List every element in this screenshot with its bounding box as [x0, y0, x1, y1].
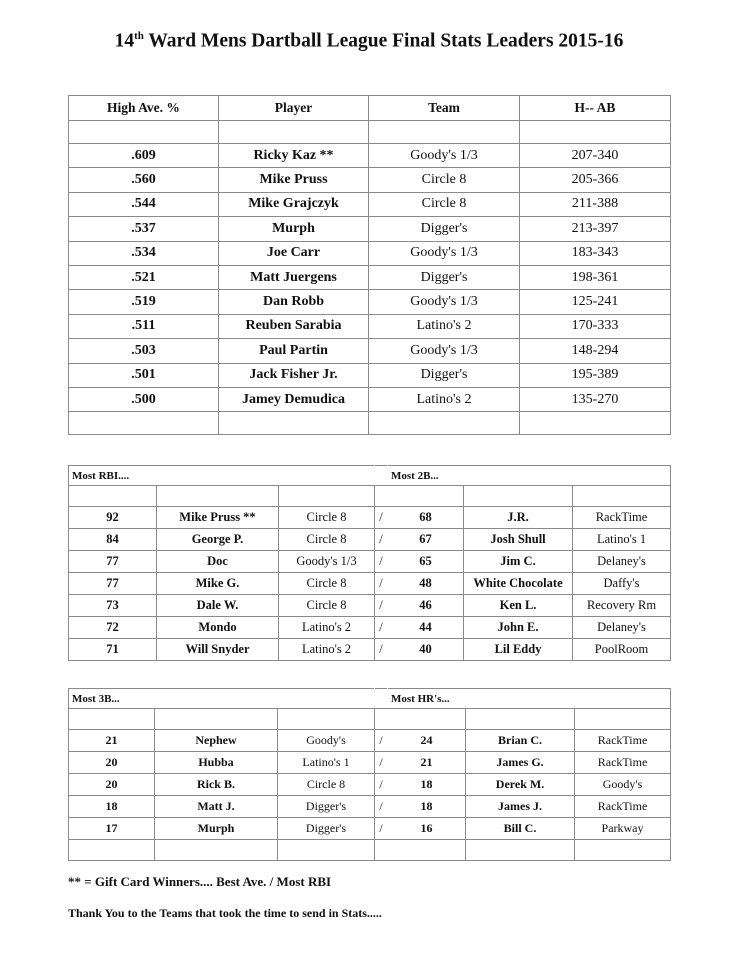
table-row	[69, 314, 671, 338]
player-cell: Derek M.	[466, 774, 575, 796]
average-cell: .500	[69, 387, 219, 411]
table-row	[69, 595, 671, 617]
team-cell: Parkway	[575, 818, 671, 840]
page-title: 14th Ward Mens Dartball League Final Stats Leaders 2015-16	[114, 30, 624, 52]
player-cell: J.R.	[464, 507, 573, 529]
team-cell: Recovery Rm	[573, 595, 671, 617]
team-cell: Digger's	[369, 265, 520, 289]
player-cell: George P.	[157, 529, 279, 551]
table-row	[69, 752, 671, 774]
table-row	[69, 796, 671, 818]
team-cell: Latino's 1	[278, 752, 375, 774]
player-cell: Nephew	[155, 730, 278, 752]
stat-value-cell: 18	[69, 796, 155, 818]
team-cell: Delaney's	[573, 551, 671, 573]
hits-at-bats-cell: 195-389	[520, 363, 671, 387]
average-cell: .503	[69, 339, 219, 363]
player-cell: James J.	[466, 796, 575, 818]
team-cell: Digger's	[278, 818, 375, 840]
stat-value-cell: 92	[69, 507, 157, 529]
divider-slash: /	[375, 639, 388, 661]
divider-slash: /	[375, 551, 388, 573]
team-cell: Latino's 2	[279, 639, 375, 661]
player-cell: Doc	[157, 551, 279, 573]
stat-value-cell: 46	[388, 595, 464, 617]
stat-value-cell: 20	[69, 774, 155, 796]
thank-you-note: Thank You to the Teams that took the time to send in Stats.....	[68, 906, 382, 920]
team-cell: RackTime	[575, 796, 671, 818]
table-row	[69, 639, 671, 661]
spacer-row	[69, 486, 671, 507]
team-cell: Latino's 1	[573, 529, 671, 551]
divider-slash: /	[375, 818, 388, 840]
player-cell: Mondo	[157, 617, 279, 639]
stat-value-cell: 73	[69, 595, 157, 617]
player-cell: Mike Pruss **	[157, 507, 279, 529]
table-row	[69, 387, 671, 411]
table-row	[69, 144, 671, 168]
player-cell: Mike Grajczyk	[219, 192, 369, 216]
average-cell: .534	[69, 241, 219, 265]
table-row	[69, 192, 671, 216]
team-cell: Digger's	[369, 217, 520, 241]
team-cell: RackTime	[573, 507, 671, 529]
team-cell: Goody's 1/3	[279, 551, 375, 573]
stat-value-cell: 44	[388, 617, 464, 639]
team-cell: Goody's	[575, 774, 671, 796]
section-title-most-hr: Most HR's...	[388, 689, 671, 709]
team-cell: Delaney's	[573, 617, 671, 639]
section-title-most-3b: Most 3B...	[69, 689, 375, 709]
hits-at-bats-cell: 125-241	[520, 290, 671, 314]
player-cell: Paul Partin	[219, 339, 369, 363]
section-title-most-rbi: Most RBI....	[69, 466, 375, 486]
average-cell: .544	[69, 192, 219, 216]
divider-slash: /	[375, 774, 388, 796]
stat-value-cell: 21	[69, 730, 155, 752]
table-row	[69, 774, 671, 796]
stat-value-cell: 40	[388, 639, 464, 661]
section-header-row	[69, 689, 671, 709]
table-row	[69, 339, 671, 363]
table-row	[69, 529, 671, 551]
table-row	[69, 818, 671, 840]
3b-hr-leaders-table	[68, 688, 671, 861]
player-cell: John E.	[464, 617, 573, 639]
hits-at-bats-cell: 205-366	[520, 168, 671, 192]
average-cell: .537	[69, 217, 219, 241]
hits-at-bats-cell: 198-361	[520, 265, 671, 289]
player-cell: Bill C.	[466, 818, 575, 840]
section-title-most-2b: Most 2B...	[388, 466, 671, 486]
hits-at-bats-cell: 135-270	[520, 387, 671, 411]
player-cell: Lil Eddy	[464, 639, 573, 661]
average-cell: .511	[69, 314, 219, 338]
player-cell: Matt Juergens	[219, 265, 369, 289]
spacer-row	[69, 412, 671, 435]
divider-slash: /	[375, 796, 388, 818]
player-cell: Josh Shull	[464, 529, 573, 551]
table-row	[69, 617, 671, 639]
spacer-row	[69, 121, 671, 144]
player-cell: Mike Pruss	[219, 168, 369, 192]
stat-value-cell: 16	[388, 818, 466, 840]
stat-value-cell: 18	[388, 796, 466, 818]
hits-at-bats-cell: 207-340	[520, 144, 671, 168]
player-cell: Jack Fisher Jr.	[219, 363, 369, 387]
player-cell: Brian C.	[466, 730, 575, 752]
team-cell: PoolRoom	[573, 639, 671, 661]
player-cell: Mike G.	[157, 573, 279, 595]
spacer-row	[69, 709, 671, 730]
column-header: Team	[369, 96, 520, 121]
average-cell: .519	[69, 290, 219, 314]
table-row	[69, 217, 671, 241]
average-cell: .501	[69, 363, 219, 387]
player-cell: Dale W.	[157, 595, 279, 617]
divider-slash: /	[375, 752, 388, 774]
stat-value-cell: 67	[388, 529, 464, 551]
team-cell: Circle 8	[279, 573, 375, 595]
player-cell: James G.	[466, 752, 575, 774]
table-row	[69, 241, 671, 265]
team-cell: Circle 8	[278, 774, 375, 796]
stat-value-cell: 71	[69, 639, 157, 661]
divider-slash: /	[375, 507, 388, 529]
column-header: H-- AB	[520, 96, 671, 121]
team-cell: Circle 8	[369, 168, 520, 192]
team-cell: Latino's 2	[369, 314, 520, 338]
stat-value-cell: 17	[69, 818, 155, 840]
player-cell: Joe Carr	[219, 241, 369, 265]
hits-at-bats-cell: 170-333	[520, 314, 671, 338]
hits-at-bats-cell: 148-294	[520, 339, 671, 363]
team-cell: Digger's	[278, 796, 375, 818]
average-leaders-table	[68, 95, 671, 435]
player-cell: Jamey Demudica	[219, 387, 369, 411]
table-header-row	[69, 96, 671, 121]
team-cell: Goody's 1/3	[369, 144, 520, 168]
player-cell: Hubba	[155, 752, 278, 774]
spacer-row	[69, 840, 671, 861]
divider-slash: /	[375, 595, 388, 617]
stat-value-cell: 21	[388, 752, 466, 774]
hits-at-bats-cell: 211-388	[520, 192, 671, 216]
table-row	[69, 573, 671, 595]
divider-slash: /	[375, 573, 388, 595]
team-cell: Goody's	[278, 730, 375, 752]
table-row	[69, 168, 671, 192]
column-header: Player	[219, 96, 369, 121]
player-cell: Dan Robb	[219, 290, 369, 314]
team-cell: Latino's 2	[369, 387, 520, 411]
stat-value-cell: 84	[69, 529, 157, 551]
table-row	[69, 507, 671, 529]
table-row	[69, 290, 671, 314]
hits-at-bats-cell: 183-343	[520, 241, 671, 265]
player-cell: Ricky Kaz **	[219, 144, 369, 168]
stat-value-cell: 72	[69, 617, 157, 639]
team-cell: Digger's	[369, 363, 520, 387]
average-cell: .560	[69, 168, 219, 192]
stat-value-cell: 20	[69, 752, 155, 774]
player-cell: Rick B.	[155, 774, 278, 796]
team-cell: Circle 8	[369, 192, 520, 216]
team-cell: RackTime	[575, 752, 671, 774]
gift-card-note: ** = Gift Card Winners.... Best Ave. / Most RBI	[68, 874, 332, 889]
player-cell: Jim C.	[464, 551, 573, 573]
section-header-row	[69, 466, 671, 486]
team-cell: RackTime	[575, 730, 671, 752]
team-cell: Latino's 2	[279, 617, 375, 639]
player-cell: Ken L.	[464, 595, 573, 617]
team-cell: Circle 8	[279, 507, 375, 529]
stat-value-cell: 65	[388, 551, 464, 573]
stat-value-cell: 77	[69, 551, 157, 573]
team-cell: Circle 8	[279, 529, 375, 551]
table-row	[69, 363, 671, 387]
hits-at-bats-cell: 213-397	[520, 217, 671, 241]
divider-slash: /	[375, 529, 388, 551]
team-cell: Goody's 1/3	[369, 339, 520, 363]
table-row	[69, 730, 671, 752]
team-cell: Goody's 1/3	[369, 241, 520, 265]
player-cell: Murph	[219, 217, 369, 241]
player-cell: White Chocolate	[464, 573, 573, 595]
divider-slash: /	[375, 730, 388, 752]
stat-value-cell: 77	[69, 573, 157, 595]
table-row	[69, 551, 671, 573]
divider-slash: /	[375, 617, 388, 639]
stat-value-cell: 18	[388, 774, 466, 796]
average-cell: .609	[69, 144, 219, 168]
stat-value-cell: 68	[388, 507, 464, 529]
player-cell: Matt J.	[155, 796, 278, 818]
player-cell: Murph	[155, 818, 278, 840]
player-cell: Will Snyder	[157, 639, 279, 661]
column-header: High Ave. %	[69, 96, 219, 121]
team-cell: Goody's 1/3	[369, 290, 520, 314]
stat-value-cell: 24	[388, 730, 466, 752]
team-cell: Circle 8	[279, 595, 375, 617]
rbi-2b-leaders-table	[68, 465, 671, 661]
player-cell: Reuben Sarabia	[219, 314, 369, 338]
table-row	[69, 265, 671, 289]
stat-value-cell: 48	[388, 573, 464, 595]
average-cell: .521	[69, 265, 219, 289]
team-cell: Daffy's	[573, 573, 671, 595]
